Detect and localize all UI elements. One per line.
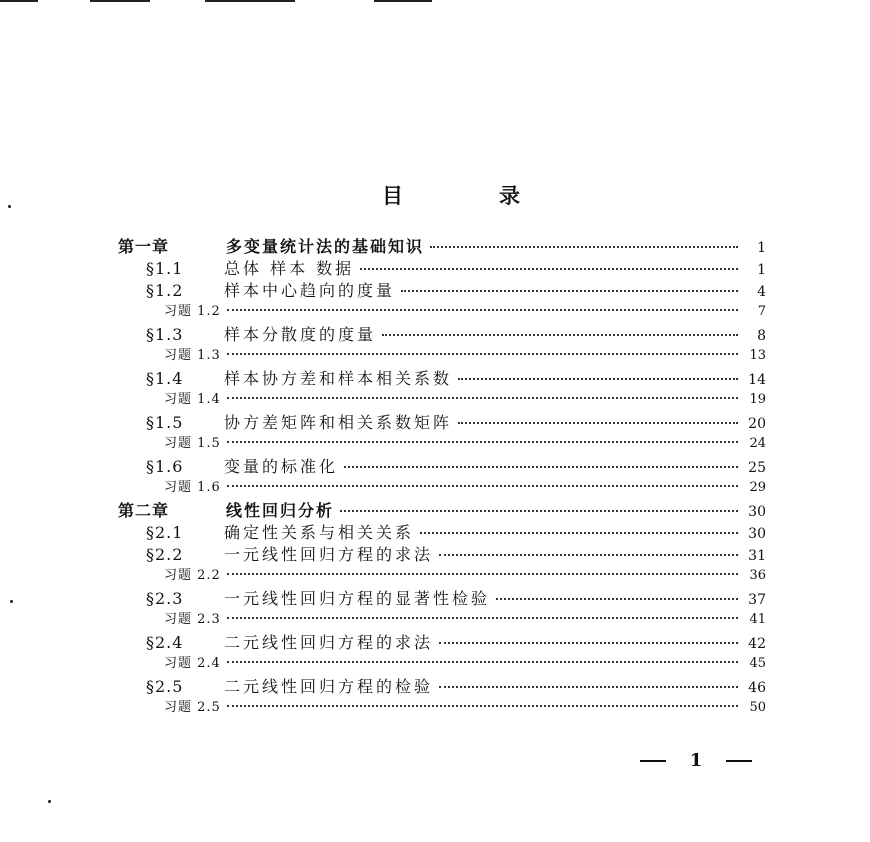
toc-page-number: 29 [749,480,766,495]
toc-page-number: 37 [748,592,766,608]
toc-entry-label: §2.1 [146,523,184,542]
toc-entry-label: §1.3 [146,325,184,344]
toc-dot-leader [227,560,738,575]
toc-exercise-row [164,476,766,495]
toc-dot-leader [458,362,738,380]
toc-dot-leader [227,604,738,619]
toc-entry-label: 习题 1.5 [164,436,221,451]
toc-page-number: 19 [749,392,766,407]
toc-dot-leader [227,296,738,311]
toc-entry-title: 一元线性回归方程的求法 [224,545,434,564]
toc-entry-title: 线性回归分析 [226,501,335,520]
toc-page-number: 14 [748,372,766,388]
toc-entry-label: 第一章 [118,237,170,256]
toc-exercise-row [164,564,766,583]
toc-page-number: 13 [749,348,766,363]
toc-entry-label: 习题 2.2 [164,568,221,583]
toc-entry-title: 一元线性回归方程的显著性检验 [224,589,491,608]
toc-entry-label: 习题 2.5 [164,700,221,715]
toc-entry-label: §2.3 [146,589,184,608]
toc-entry-title: 样本协方差和样本相关系数 [224,369,453,388]
toc-dot-leader [420,516,738,534]
toc-page-number: 41 [749,612,766,627]
toc-entry-title: 协方差矩阵和相关系数矩阵 [224,413,453,432]
toc-entry-label: §2.5 [146,677,184,696]
footer-page-number: 1 [689,750,703,771]
toc-entry-label: §1.1 [146,259,184,278]
toc-page-number: 20 [748,416,766,432]
toc-dot-leader [439,670,738,688]
toc-entry-label: 习题 2.3 [164,612,221,627]
toc-exercise-row [164,432,766,451]
toc-dot-leader [439,626,738,644]
toc-entry-title: 样本分散度的度量 [224,325,377,344]
toc-page-number: 25 [748,460,766,476]
toc-dot-leader [458,406,738,424]
toc-dot-leader [227,428,738,443]
toc-page-number: 46 [748,680,766,696]
toc-page-number: 50 [749,700,766,715]
toc-exercise-row [164,608,766,627]
toc-entry-title: 变量的标准化 [224,457,339,476]
toc-entry-label: §1.5 [146,413,184,432]
toc-page-number: 8 [757,328,766,344]
toc-dot-leader [340,494,738,512]
toc-entry-label: §1.6 [146,457,184,476]
toc-dot-leader [227,340,738,355]
toc-page-number: 42 [748,636,766,652]
toc-page-number: 24 [749,436,766,451]
toc-dot-leader [227,692,738,707]
toc-dot-leader [227,648,738,663]
page-title-right: 录 [499,184,522,208]
toc-entry-label: §2.2 [146,545,184,564]
toc-dot-leader [496,582,738,600]
toc-page-number: 4 [757,284,766,300]
toc-exercise-row [164,344,766,363]
toc-entry-label: 习题 1.3 [164,348,221,363]
toc-dot-leader [430,230,738,248]
toc-page-number: 1 [757,262,766,278]
toc-dot-leader [401,274,738,292]
toc-entry-label: §1.2 [146,281,184,300]
toc-entry-title: 多变量统计法的基础知识 [226,237,425,256]
toc-page-number: 31 [748,548,766,564]
page-footer [640,750,752,771]
toc-exercise-row [164,652,766,671]
toc-entry-label: §1.4 [146,369,184,388]
footer-dash-right [726,760,752,762]
toc-dot-leader [439,538,738,556]
toc-page-number: 30 [748,504,766,520]
toc-exercise-row [164,300,766,319]
toc-entry-title: 二元线性回归方程的检验 [224,677,434,696]
toc-page-number: 30 [748,526,766,542]
toc-dot-leader [227,472,738,487]
toc-entry-title: 二元线性回归方程的求法 [224,633,434,652]
page-title-left: 目 [382,184,405,208]
toc-page-number: 1 [757,240,766,256]
toc-entry-label: §2.4 [146,633,184,652]
toc-entry-label: 习题 1.2 [164,304,221,319]
toc-dot-leader [382,318,738,336]
toc-entry-label: 第二章 [118,501,170,520]
toc-entry-label: 习题 1.4 [164,392,221,407]
toc-dot-leader [227,384,738,399]
footer-dash-left [640,760,666,762]
toc-entry-title: 样本中心趋向的度量 [224,281,396,300]
toc-exercise-row [164,388,766,407]
toc-page-number: 36 [749,568,766,583]
toc-page-number: 7 [757,304,766,319]
toc-entry-label: 习题 2.4 [164,656,221,671]
toc-exercise-row [164,696,766,715]
toc-page-number: 45 [749,656,766,671]
toc-entry-title: 总体 样本 数据 [224,259,355,278]
toc-dot-leader [360,252,738,270]
toc-entry-title: 确定性关系与相关关系 [224,523,415,542]
toc-dot-leader [344,450,738,468]
toc-entry-label: 习题 1.6 [164,480,221,495]
